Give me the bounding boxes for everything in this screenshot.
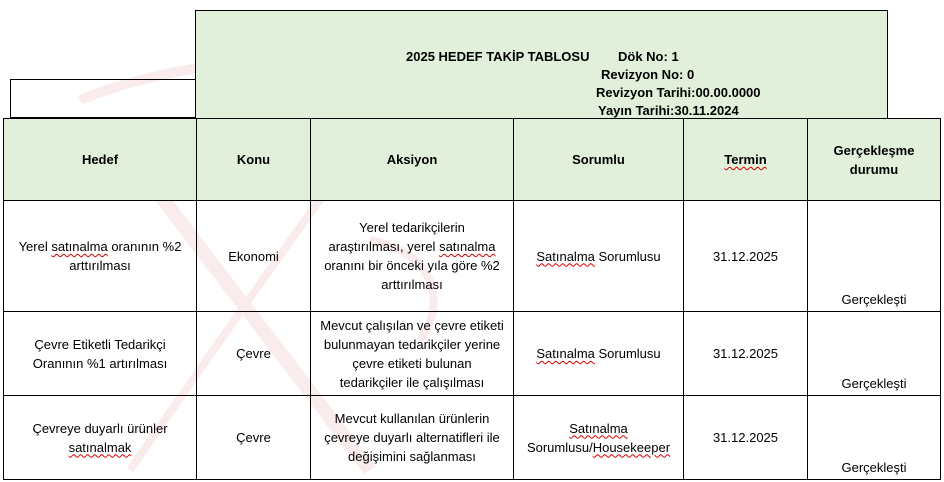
col-header-konu: Konu <box>197 119 311 201</box>
table-row-2-durum: Gerçekleşti <box>808 312 941 396</box>
table-row-3-aksiyon: Mevcut kullanılan ürünlerin çevreye duyarlı alternatifleri ile değişimini sağlanması <box>311 396 514 480</box>
publish-date: Yayın Tarihi:30.11.2024 <box>598 103 739 118</box>
table-row-3-hedef: Çevreye duyarlı ürünler satınalmak <box>4 396 197 480</box>
table-row-3-sorumlu: Satınalma Sorumlusu/Housekeeper <box>514 396 684 480</box>
revision-date: Revizyon Tarihi:00.00.0000 <box>596 85 761 100</box>
table-row-1-sorumlu: Satınalma Sorumlusu <box>514 201 684 312</box>
doc-number: Dök No: 1 <box>618 49 679 64</box>
table-row-2-termin: 31.12.2025 <box>684 312 808 396</box>
table-row-2-konu: Çevre <box>197 312 311 396</box>
table-row-2-aksiyon: Mevcut çalışılan ve çevre etiketi bulunmayan tedarikçiler yerine çevre etiketi bulunan tedarikçiler ile çalışılması <box>311 312 514 396</box>
table-row-3-termin: 31.12.2025 <box>684 396 808 480</box>
table-row-1-hedef: Yerel satınalma oranının %2 arttırılması <box>4 201 197 312</box>
table-row-1-aksiyon: Yerel tedarikçilerin araştırılması, yerel satınalma oranını bir önceki yıla göre %2 arttırılması <box>311 201 514 312</box>
table-row-1-konu: Ekonomi <box>197 201 311 312</box>
col-header-gerceklesme: Gerçekleşme durumu <box>808 119 941 201</box>
header-left-box <box>10 79 196 118</box>
table-row-3-konu: Çevre <box>197 396 311 480</box>
document-header <box>195 10 888 119</box>
table-row-3-durum: Gerçekleşti <box>808 396 941 480</box>
table-row-2-sorumlu: Satınalma Sorumlusu <box>514 312 684 396</box>
table-row-2-hedef: Çevre Etiketli Tedarikçi Oranının %1 artırılması <box>4 312 197 396</box>
col-header-hedef: Hedef <box>4 119 197 201</box>
table-row-1-termin: 31.12.2025 <box>684 201 808 312</box>
col-header-aksiyon: Aksiyon <box>311 119 514 201</box>
table-row-1-durum: Gerçekleşti <box>808 201 941 312</box>
col-header-sorumlu: Sorumlu <box>514 119 684 201</box>
document-title: 2025 HEDEF TAKİP TABLOSU <box>406 49 590 64</box>
col-header-termin: Termin <box>684 119 808 201</box>
revision-number: Revizyon No: 0 <box>601 67 695 82</box>
target-table <box>3 118 941 480</box>
